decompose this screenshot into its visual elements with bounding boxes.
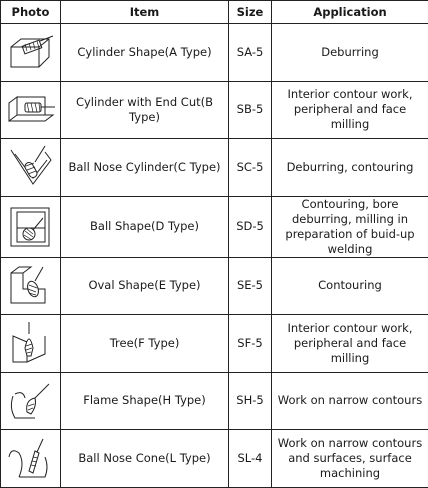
header-row <box>1 1 428 24</box>
header-item: Item <box>61 1 229 24</box>
item-application: Contouring <box>272 257 428 315</box>
item-name: Ball Nose Cylinder(C Type) <box>61 139 229 197</box>
photo-cell <box>1 24 61 82</box>
item-application: Contouring, bore deburring, milling in preparation of buid-up welding <box>272 196 428 257</box>
table-row <box>1 81 428 139</box>
item-application: Work on narrow contours and surfaces, surface machining <box>272 430 428 488</box>
header-size: Size <box>229 1 272 24</box>
item-application: Work on narrow contours <box>272 372 428 430</box>
table-row <box>1 372 428 430</box>
flame-burr-icon <box>5 376 57 426</box>
item-name: Cylinder Shape(A Type) <box>61 24 229 82</box>
item-application: Deburring, contouring <box>272 139 428 197</box>
item-size: SC-5 <box>229 139 272 197</box>
item-name: Ball Nose Cone(L Type) <box>61 430 229 488</box>
table-row <box>1 430 428 488</box>
table-row <box>1 24 428 82</box>
item-size: SL-4 <box>229 430 272 488</box>
item-size: SB-5 <box>229 81 272 139</box>
table-row <box>1 257 428 315</box>
photo-cell <box>1 139 61 197</box>
item-application: Interior contour work, peripheral and face milling <box>272 315 428 373</box>
item-size: SE-5 <box>229 257 272 315</box>
ball-nose-cylinder-burr-icon <box>5 142 57 192</box>
tree-burr-icon <box>5 318 57 368</box>
item-application: Deburring <box>272 24 428 82</box>
item-name: Flame Shape(H Type) <box>61 372 229 430</box>
oval-burr-icon <box>5 261 57 311</box>
item-name: Ball Shape(D Type) <box>61 196 229 257</box>
cylinder-burr-icon <box>5 27 57 77</box>
item-name: Tree(F Type) <box>61 315 229 373</box>
photo-cell <box>1 196 61 257</box>
ball-burr-icon <box>5 202 57 252</box>
table-row <box>1 315 428 373</box>
ball-nose-cone-burr-icon <box>5 433 57 483</box>
item-size: SD-5 <box>229 196 272 257</box>
photo-cell <box>1 430 61 488</box>
header-application: Application <box>272 1 428 24</box>
item-size: SF-5 <box>229 315 272 373</box>
header-photo: Photo <box>1 1 61 24</box>
table-row <box>1 139 428 197</box>
item-name: Cylinder with End Cut(B Type) <box>61 81 229 139</box>
item-size: SH-5 <box>229 372 272 430</box>
photo-cell <box>1 315 61 373</box>
cylinder-end-cut-burr-icon <box>5 85 57 135</box>
item-application: Interior contour work, peripheral and face milling <box>272 81 428 139</box>
item-size: SA-5 <box>229 24 272 82</box>
item-name: Oval Shape(E Type) <box>61 257 229 315</box>
photo-cell <box>1 257 61 315</box>
photo-cell <box>1 81 61 139</box>
table-row <box>1 196 428 257</box>
photo-cell <box>1 372 61 430</box>
